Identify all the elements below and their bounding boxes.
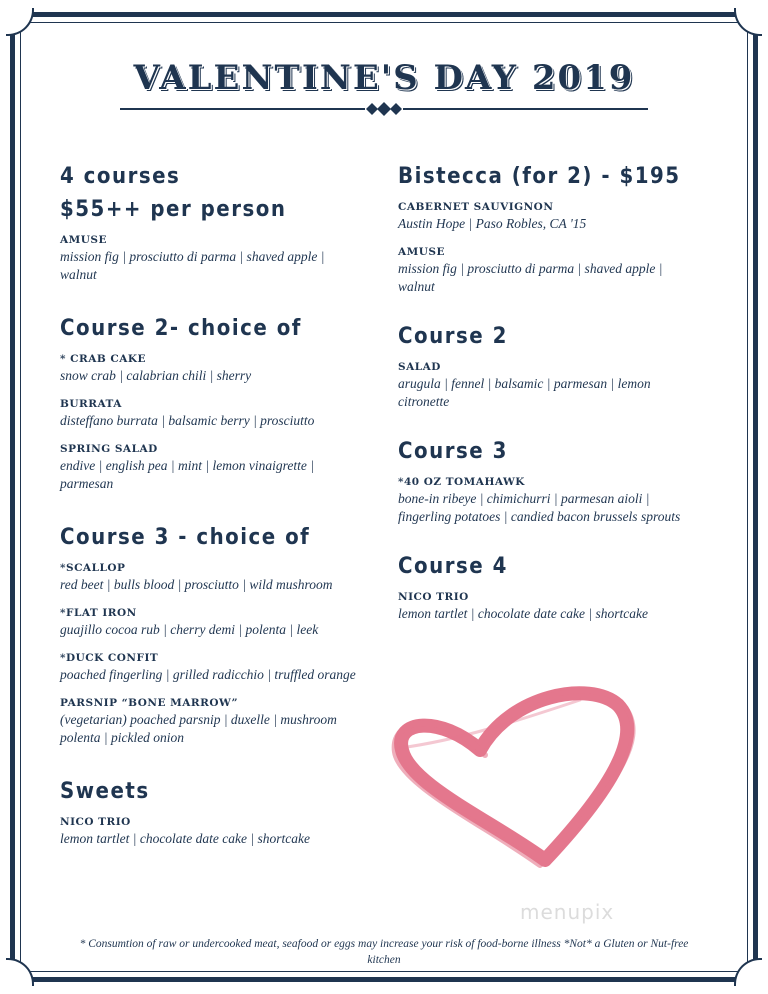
- menu-item: [60, 441, 360, 493]
- item-name: AMUSE: [60, 234, 108, 246]
- item-name: *40 OZ TOMAHAWK: [398, 476, 525, 488]
- sweets-section: [60, 775, 360, 848]
- menu-item: [60, 695, 360, 747]
- section-heading: Course 3: [398, 439, 508, 464]
- title-divider: [120, 108, 365, 110]
- page-title: VALENTINE'S DAY 2019: [133, 58, 635, 98]
- item-name: NICO TRIO: [398, 591, 469, 603]
- course-3-section: [398, 435, 698, 526]
- menu-item: [398, 244, 698, 296]
- menu-item: [60, 232, 360, 284]
- item-description: snow crab | calabrian chili | sherry: [60, 368, 252, 383]
- item-name: BURRATA: [60, 398, 122, 410]
- section-heading: Course 2: [398, 324, 508, 349]
- item-name: NICO TRIO: [60, 816, 131, 828]
- item-description: mission fig | prosciutto di parma | shaved apple | walnut: [398, 261, 663, 294]
- item-name: *FLAT IRON: [60, 607, 137, 619]
- item-description: endive | english pea | mint | lemon vinaigrette | parmesan: [60, 458, 314, 491]
- section-heading: Sweets: [60, 779, 150, 804]
- item-name: *DUCK CONFIT: [60, 652, 159, 664]
- menu-item: [398, 199, 698, 233]
- item-name: PARSNIP “BONE MARROW”: [60, 697, 239, 709]
- watermark-logo: menupix: [520, 900, 615, 924]
- menu-item: [398, 589, 698, 623]
- menu-item: [398, 474, 698, 526]
- item-description: Austin Hope | Paso Robles, CA '15: [398, 216, 587, 231]
- menu-item: [60, 605, 360, 639]
- item-description: lemon tartlet | chocolate date cake | shortcake: [398, 606, 648, 621]
- item-name: SPRING SALAD: [60, 443, 158, 455]
- item-description: guajillo cocoa rub | cherry demi | polenta | leek: [60, 622, 319, 637]
- item-name: *SCALLOP: [60, 562, 126, 574]
- course-4-section: [398, 550, 698, 623]
- price-per-person: $55++ per person: [60, 197, 287, 222]
- heart-icon: [370, 660, 655, 905]
- courses-count: 4 courses: [60, 164, 181, 189]
- section-heading: Course 2- choice of: [60, 316, 302, 341]
- menu-item: [60, 396, 360, 430]
- course-2-section: [60, 312, 360, 493]
- section-heading: Course 4: [398, 554, 508, 579]
- section-heading: Bistecca (for 2) - $195: [398, 164, 681, 189]
- item-name: CABERNET SAUVIGNON: [398, 201, 554, 213]
- right-column: [398, 160, 698, 651]
- item-description: bone-in ribeye | chimichurri | parmesan aioli | fingerling potatoes | candied bacon brussels sprouts: [398, 491, 681, 524]
- item-description: arugula | fennel | balsamic | parmesan | lemon citronette: [398, 376, 651, 409]
- item-description: red beet | bulls blood | prosciutto | wild mushroom: [60, 577, 333, 592]
- title-divider: [403, 108, 648, 110]
- item-name: AMUSE: [398, 246, 446, 258]
- footer-disclaimer: * Consumtion of raw or undercooked meat, seafood or eggs may increase your risk of food-borne illness *Not* a Gluten or Nut-free kitchen: [79, 938, 689, 966]
- menu-item: [60, 560, 360, 594]
- course-2-section: [398, 320, 698, 411]
- intro-section: [60, 160, 360, 284]
- diamond-ornament-icon: [360, 101, 408, 117]
- item-name: SALAD: [398, 361, 441, 373]
- item-description: mission fig | prosciutto di parma | shaved apple | walnut: [60, 249, 325, 282]
- item-description: poached fingerling | grilled radicchio | truffled orange: [60, 667, 356, 682]
- section-heading: Course 3 - choice of: [60, 525, 311, 550]
- menu-item: [398, 359, 698, 411]
- item-name: * CRAB CAKE: [60, 353, 147, 365]
- menu-item: [60, 650, 360, 684]
- left-column: [60, 160, 360, 876]
- item-description: (vegetarian) poached parsnip | duxelle | mushroom polenta | pickled onion: [60, 712, 337, 745]
- bistecca-section: [398, 160, 698, 296]
- item-description: disteffano burrata | balsamic berry | prosciutto: [60, 413, 315, 428]
- menu-item: [60, 814, 360, 848]
- course-3-section: [60, 521, 360, 747]
- menu-item: [60, 351, 360, 385]
- item-description: lemon tartlet | chocolate date cake | shortcake: [60, 831, 310, 846]
